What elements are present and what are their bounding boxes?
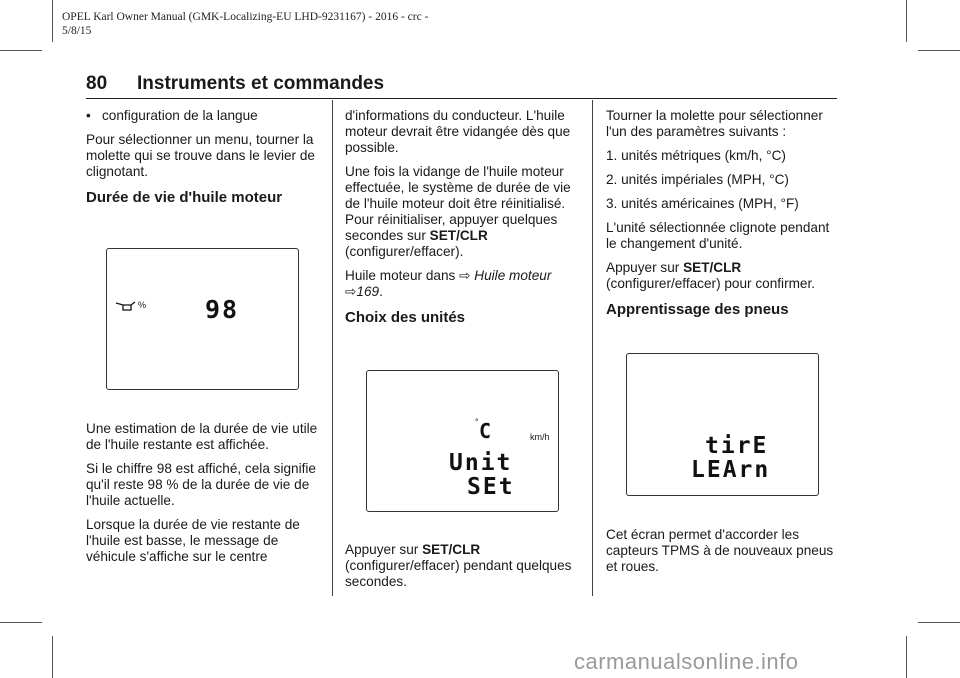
oil-life-value: 98 (205, 295, 240, 324)
page-number: 80 (86, 73, 108, 94)
bullet-item: • configuration de la langue (86, 108, 258, 123)
cross-reference: Huile moteur dans ⇨ Huile moteur ⇨169. (345, 268, 552, 299)
meta-line-1: OPEL Karl Owner Manual (GMK-Localizing-EU LHD-9231167) - 2016 - crc - (62, 11, 429, 23)
units-display (366, 370, 559, 512)
list-item: 2. unités impériales (MPH, °C) (606, 172, 789, 187)
column-3-lower (606, 527, 842, 583)
column-1-lower (86, 421, 326, 573)
paragraph: Appuyer sur SET/CLR (configurer/effacer) pendant quelques secondes. (345, 542, 572, 589)
section-heading: Apprentissage des pneus (606, 301, 789, 318)
list-item: 1. unités métriques (km/h, °C) (606, 148, 786, 163)
header-rule (86, 98, 837, 99)
arrow-icon: ⇨ (459, 268, 471, 283)
reference-link[interactable]: Huile moteur (474, 268, 552, 283)
paragraph: Une fois la vidange de l'huile moteur effectuée, le système de durée de vie de l'huile moteur doit être réinitialisé. Pour réinitialiser, appuyer quelques secondes sur SET/CLR (configurer/effacer). (345, 164, 571, 259)
percent-unit: % (138, 300, 147, 310)
paragraph: Lorsque la durée de vie restante de l'huile est basse, le message de véhicule s'affiche sur le centre (86, 517, 300, 564)
paragraph: d'informations du conducteur. L'huile moteur devrait être vidangée dès que possible. (345, 108, 571, 155)
display-line-2: LEArn (691, 457, 771, 483)
paragraph: Appuyer sur SET/CLR (configurer/effacer) pour confirmer. (606, 260, 816, 291)
column-2 (345, 108, 585, 326)
display-line-1: Unit (449, 450, 513, 476)
oil-life-display (106, 248, 299, 390)
speed-unit: km/h (530, 432, 550, 442)
reference-page[interactable]: 169 (356, 284, 380, 299)
paragraph: Si le chiffre 98 est affiché, cela signifie qu'il reste 98 % de la durée de vie de l'huile actuelle. (86, 461, 316, 508)
degree-symbol: ° (475, 417, 479, 427)
column-divider-2 (592, 100, 593, 596)
tire-learn-display (626, 353, 819, 496)
section-title: Instruments et commandes (137, 73, 385, 94)
arrow-icon: ⇨ (345, 284, 357, 299)
column-2-lower (345, 542, 585, 598)
paragraph: Cet écran permet d'accorder les capteurs TPMS à de nouveaux pneus et roues. (606, 527, 834, 574)
temperature-unit: C (479, 419, 494, 443)
oil-can-icon (115, 299, 137, 317)
watermark: carmanualsonline.info (574, 649, 799, 674)
paragraph: L'unité sélectionnée clignote pendant le changement d'unité. (606, 220, 830, 251)
display-line-2: SEt (467, 474, 515, 500)
paragraph: Pour sélectionner un menu, tourner la molette qui se trouve dans le levier de clignotant. (86, 132, 315, 179)
section-heading: Durée de vie d'huile moteur (86, 189, 283, 206)
column-3 (606, 108, 842, 318)
meta-line-2: 5/8/15 (62, 25, 92, 37)
paragraph: Tourner la molette pour sélectionner l'un des paramètres suivants : (606, 108, 823, 139)
bullet-icon: • (86, 108, 91, 123)
list-item: 3. unités américaines (MPH, °F) (606, 196, 799, 211)
column-1 (86, 108, 324, 206)
column-divider-1 (332, 100, 333, 596)
paragraph: Une estimation de la durée de vie utile de l'huile restante est affichée. (86, 421, 318, 452)
display-line-1: tirE (705, 433, 769, 459)
document-meta (62, 10, 428, 38)
section-heading: Choix des unités (345, 309, 466, 326)
